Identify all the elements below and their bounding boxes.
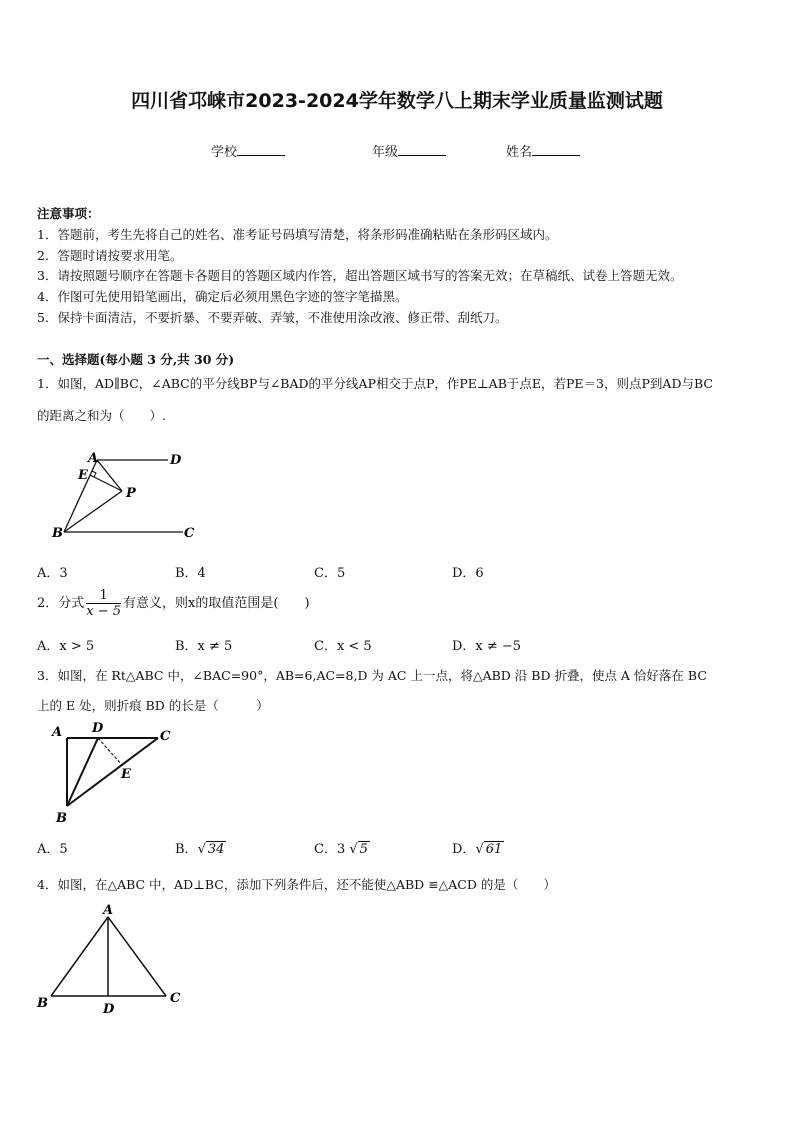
q1-label-e: E <box>78 468 88 483</box>
q3-text-line1: 3．如图，在 Rt△ABC 中，∠BAC=90°，AB=6,AC=8,D 为 AC 上一点，将△ABD 沿 BD 折叠，使点 A 恰好落在 BC <box>37 668 707 683</box>
q2-option-c: C．x < 5 <box>314 639 372 654</box>
q2-numerator: 1 <box>99 588 108 603</box>
name-blank <box>532 143 580 156</box>
q3-label-e: E <box>121 767 131 782</box>
section-heading: 一、选择题(每小题 3 分,共 30 分) <box>37 352 235 367</box>
q2-option-d: D．x ≠ −5 <box>452 639 522 654</box>
page-title: 四川省邛崃市2023-2024学年数学八上期末学业质量监测试题 <box>131 90 663 112</box>
q2-suffix: 有意义，则x的取值范围是( ) <box>123 596 310 611</box>
q1-text-line1: 1．如图，AD∥BC，∠ABC的平分线BP与∠BAD的平分线AP相交于点P，作PE⊥AB于点E，若PE＝3，则点P到AD与BC <box>37 376 713 391</box>
q2-prefix: 2．分式 <box>37 596 85 611</box>
q1-label-p: P <box>126 486 136 501</box>
note-item: 2．答题时请按要求用笔。 <box>37 248 183 263</box>
school-field: 学校 <box>211 141 285 160</box>
q3-text-line2: 上的 E 处，则折痕 BD 的长是（ ） <box>37 698 269 713</box>
q4-text-line1: 4．如图，在△ABC 中，AD⊥BC，添加下列条件后，还不能使△ABD ≌△ACD 的是（ ） <box>37 877 556 892</box>
q3-option-a: A．5 <box>37 842 68 857</box>
q3-option-c-radicand: 5 <box>359 842 368 857</box>
q2-fraction <box>86 588 121 619</box>
note-item: 5．保持卡面清洁，不要折暴、不要弄破、弄皱，不准使用涂改液、修正带、刮纸刀。 <box>37 310 508 325</box>
q1-label-d: D <box>170 453 182 468</box>
q3-label-d: D <box>92 721 104 736</box>
q3-label-b: B <box>56 811 67 826</box>
q4-label-a: A <box>103 903 114 918</box>
q1-option-b: B．4 <box>175 566 206 581</box>
grade-blank <box>398 143 446 156</box>
q3-label-c: C <box>160 729 171 744</box>
q3-option-d: D．√ 61 <box>452 842 503 857</box>
q1-option-d: D．6 <box>452 566 484 581</box>
q3-option-b: B．√ 34 <box>175 842 225 857</box>
q2-option-b: B．x ≠ 5 <box>175 639 233 654</box>
q1-label-b: B <box>52 526 63 541</box>
notes-heading: 注意事项： <box>37 206 100 221</box>
q1-label-a: A <box>88 451 99 466</box>
note-item: 4．作图可先使用铅笔画出，确定后必须用黑色字迹的签字笔描黑。 <box>37 289 408 304</box>
name-field: 姓名 <box>506 141 580 160</box>
q1-option-c: C．5 <box>314 566 346 581</box>
q2-denominator: x − 5 <box>86 604 122 619</box>
q1-text-line2: 的距离之和为（ ）. <box>37 408 166 423</box>
q4-label-b: B <box>37 996 48 1011</box>
note-item: 3．请按照题号顺序在答题卡各题目的答题区域内作答，超出答题区域书写的答案无效；在草稿纸、试卷上答题无效。 <box>37 268 683 283</box>
q4-figure <box>34 900 194 1022</box>
q1-figure <box>48 446 208 546</box>
q3-option-d-radicand: 61 <box>485 842 503 857</box>
q3-option-c: C．3 √ 5 <box>314 842 368 857</box>
q1-option-a: A．3 <box>37 566 68 581</box>
q3-label-a: A <box>52 725 63 740</box>
q3-option-b-radicand: 34 <box>207 842 225 857</box>
q1-label-c: C <box>184 526 195 541</box>
grade-field: 年级 <box>372 141 446 160</box>
q2-option-a: A．x > 5 <box>37 639 95 654</box>
q2-stem <box>37 588 310 619</box>
school-blank <box>237 143 285 156</box>
q4-label-d: D <box>103 1002 115 1017</box>
q4-label-c: C <box>170 991 181 1006</box>
q3-figure <box>46 718 186 826</box>
note-item: 1．答题前，考生先将自己的姓名、准考证号码填写清楚，将条形码准确粘贴在条形码区域内。 <box>37 227 558 242</box>
